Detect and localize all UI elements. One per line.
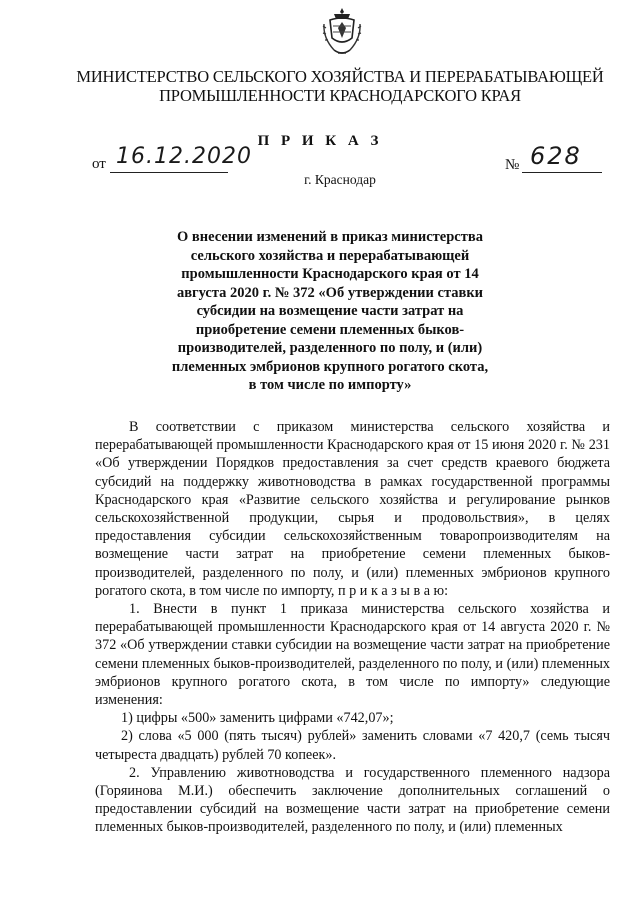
order-number: 628 [530,142,582,170]
order-subject: О внесении изменений в приказ министерства сельского хозяйства и перерабатывающей промышленности Краснодарского края от 14 августа 2020 г. № 372 «Об утверждении ставки субсидии на возмещение части затрат на приобретение семени племенных быков-производителей, разделенного по полу, и (или) племенных эмбрионов крупного рогатого скота, в том числе по импорту» [171,229,489,393]
order-title: П Р И К А З [257,133,383,149]
order-number-label: № [505,157,520,173]
body-subitem-2: 2) слова «5 000 (пять тысяч) рублей» заменить словами «7 420,7 (семь тысяч четыреста двадцать) рублей 70 копеек». [95,728,610,763]
order-body [95,418,610,837]
ministry-name-line1: МИНИСТЕРСТВО СЕЛЬСКОГО ХОЗЯЙСТВА И ПЕРЕРАБАТЫВАЮЩЕЙ [76,67,604,86]
krasnodar-coat-of-arms-icon [322,6,362,58]
ministry-name [60,67,620,105]
ministry-name-line2: ПРОМЫШЛЕННОСТИ КРАСНОДАРСКОГО КРАЯ [159,86,521,105]
body-paragraph-item-1: 1. Внести в пункт 1 приказа министерства сельского хозяйства и перерабатывающей промышленности Краснодарского края от 14 августа 2020 г. № 372 «Об утверждении ставки субсидии на возмещение части затрат на приобретение семени племенных быков-производителей, разделенного по полу, и (или) племенных эмбрионов крупного рогатого скота, в том числе по импорту» следующие изменения: [95,601,610,709]
body-subitem-1: 1) цифры «500» заменить цифрами «742,07»; [121,710,394,727]
body-paragraph-preamble: В соответствии с приказом министерства сельского хозяйства и перерабатывающей промышленности Краснодарского края от 15 июня 2020 г. № 231 «Об утверждении Порядков предоставления за счет средств краевого бюджета субсидий на поддержку животноводства в рамках государственной программы Краснодарского края «Развитие сельского хозяйства и регулирование рынков сельскохозяйственной продукции, сырья и продовольствия», в целях предоставления субсидии сельскохозяйственным товаропроизводителям на возмещение части затрат на приобретение семени племенных быков-производителей, разделенного по полу, и (или) племенных эмбрионов крупного рогатого скота, в том числе по импорту, п р и к а з ы в а ю: [95,419,610,599]
city-name: г. Краснодар [304,172,376,187]
date-from-label: от [92,156,106,172]
order-date: 16.12.2020 [116,144,252,169]
body-paragraph-item-2: 2. Управлению животноводства и государственного племенного надзора (Горяинова М.И.) обеспечить заключение дополнительных соглашений о предоставлении субсидий на возмещение части затрат на приобретение семени племенных быков-производителей, разделенного по полу, и (или) племенных [95,764,610,836]
